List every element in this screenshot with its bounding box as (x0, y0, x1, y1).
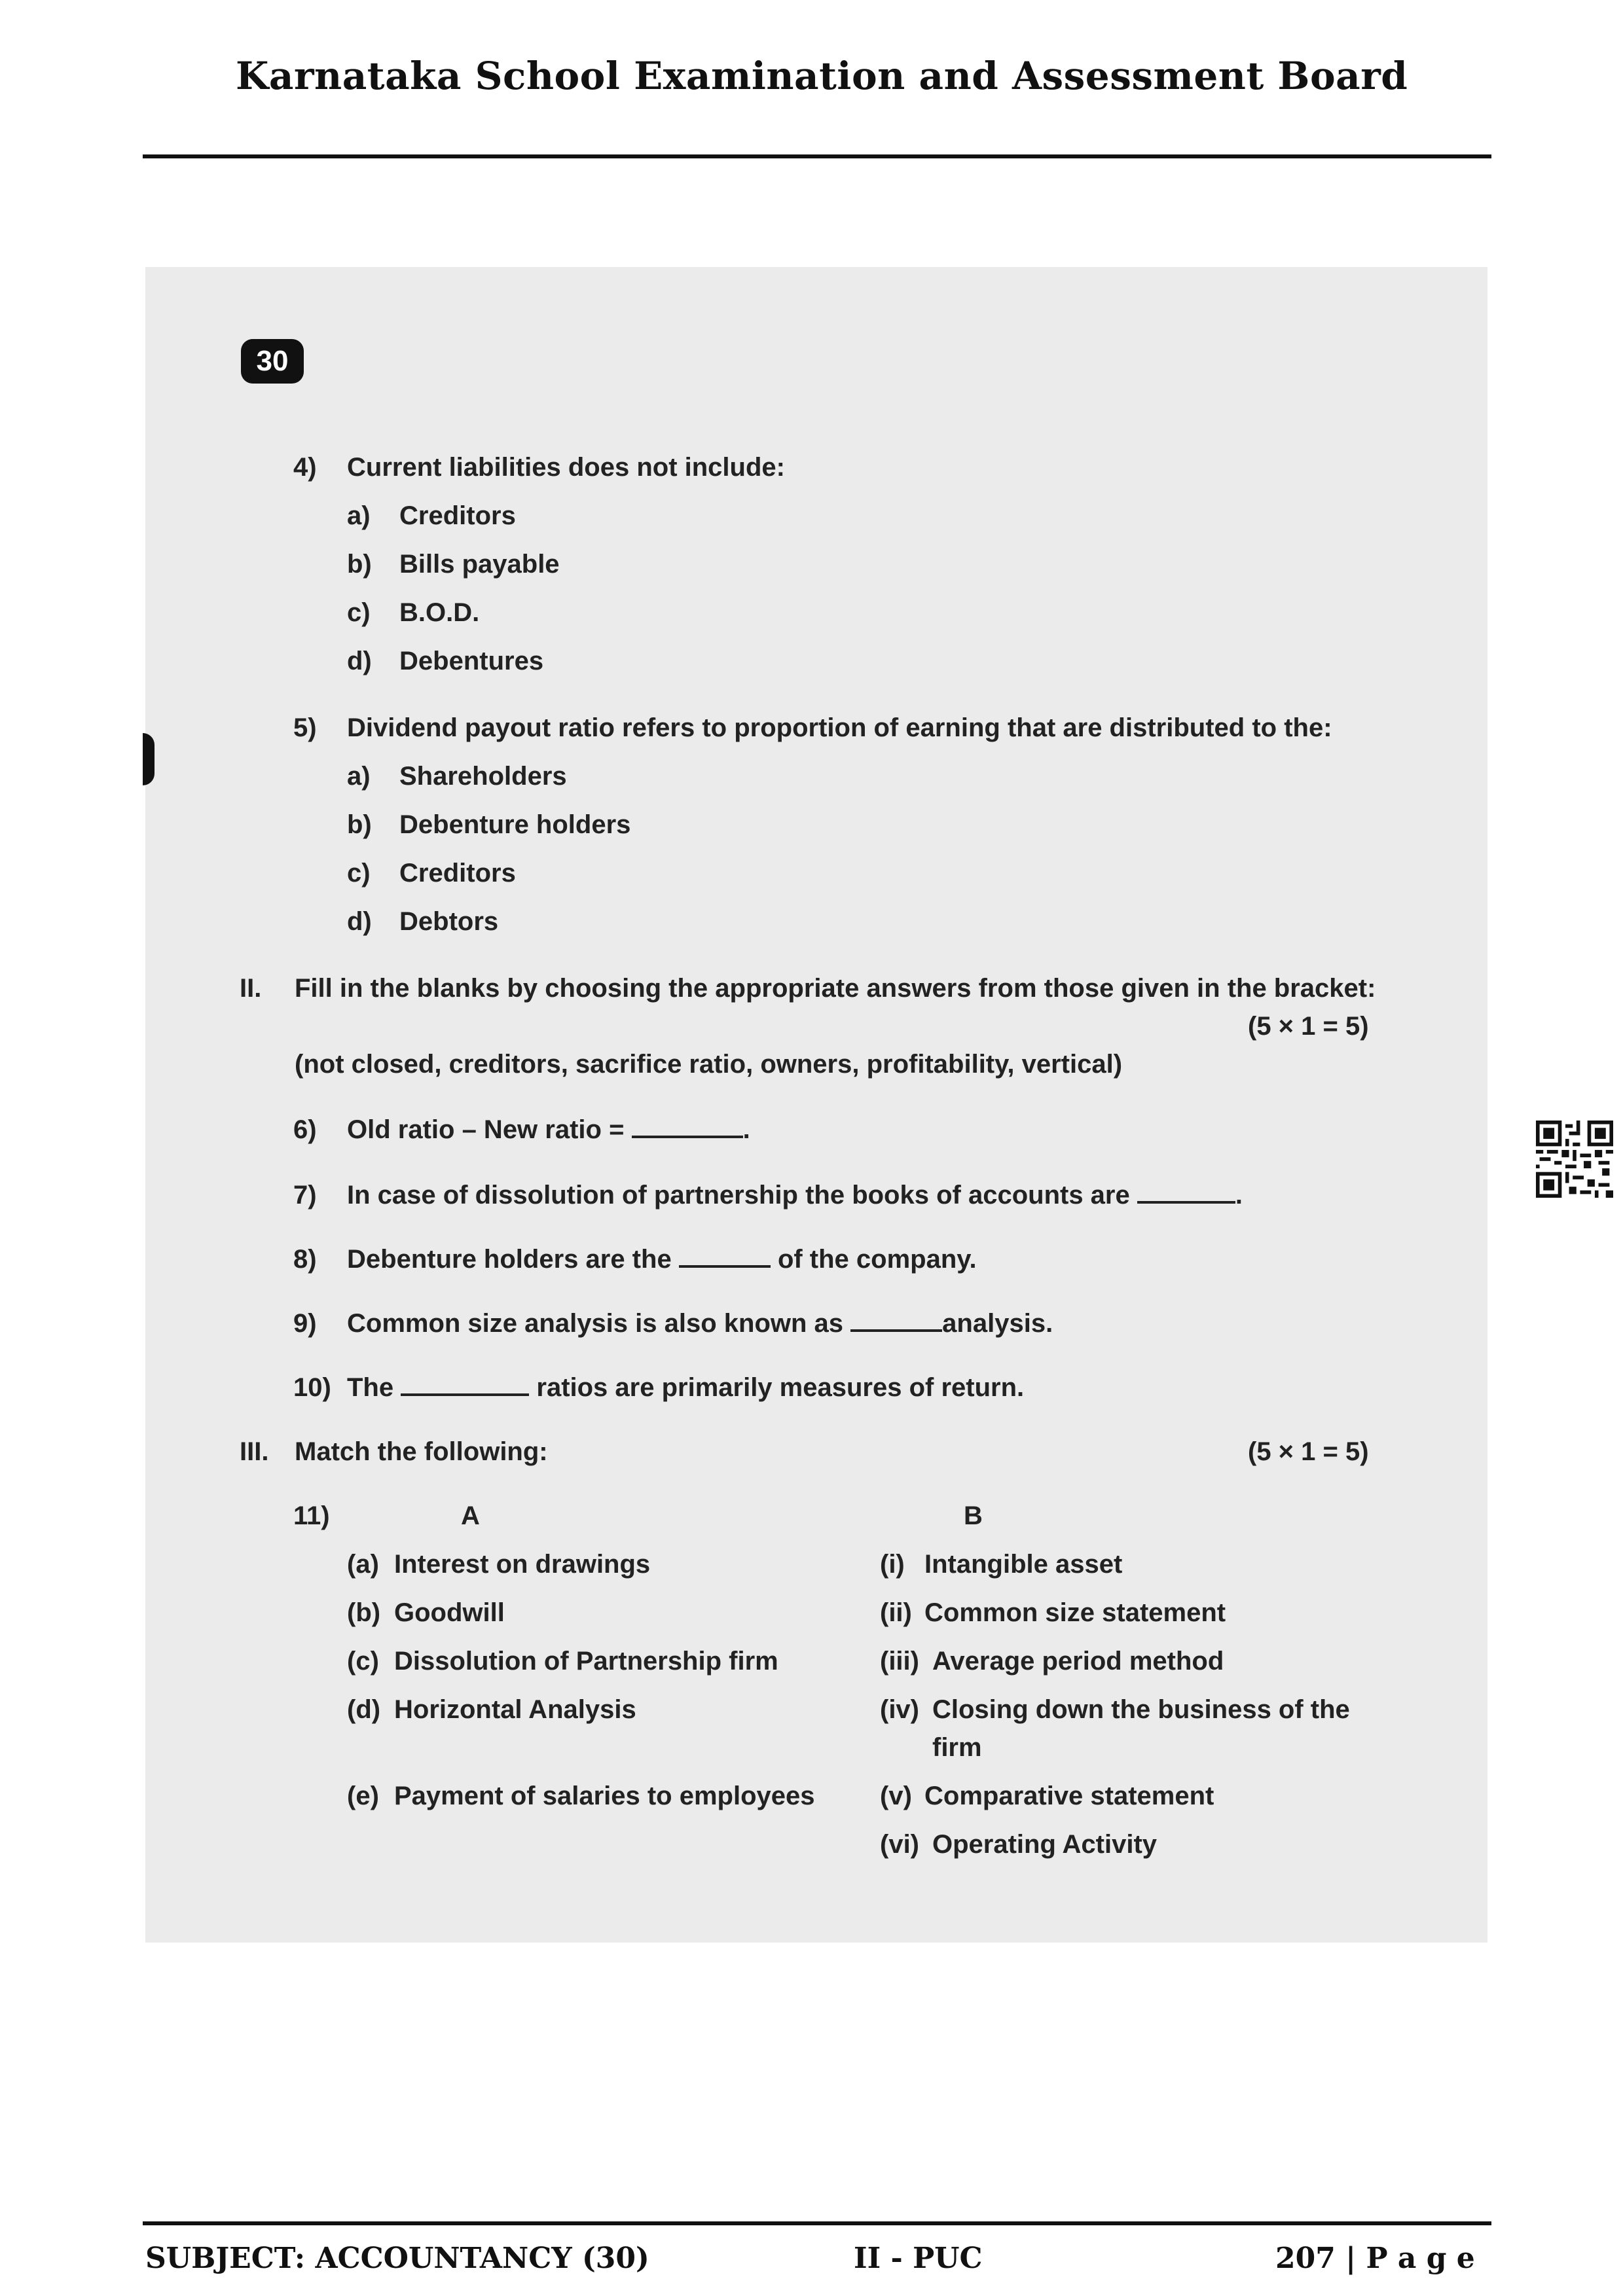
option-label: a) (347, 762, 371, 791)
option-label: a) (347, 501, 371, 530)
question-text: In case of dissolution of partnership the books of accounts are (347, 1181, 1130, 1210)
question-number: 11) (293, 1501, 330, 1530)
option-text: Bills payable (399, 550, 560, 579)
match-a-label: (b) (347, 1598, 381, 1627)
match-b-text: Common size statement (924, 1598, 1226, 1627)
answer-blank (679, 1246, 771, 1268)
question-number: 7) (293, 1181, 317, 1210)
match-b-text: Average period method (932, 1647, 1224, 1676)
option-text: Debentures (399, 647, 544, 675)
option-text: B.O.D. (399, 598, 480, 627)
option-text: Debtors (399, 907, 499, 936)
answer-bracket: (not closed, creditors, sacrifice ratio, owners, profitability, vertical) (295, 1050, 1123, 1079)
option-text: Debenture holders (399, 810, 631, 839)
question-text: of the company. (777, 1245, 977, 1274)
question-number: 5) (293, 713, 317, 742)
question-text: Old ratio – New ratio = (347, 1115, 625, 1144)
option-label: d) (347, 907, 372, 936)
footer-subject: SUBJECT: ACCOUNTANCY (30) (145, 2242, 649, 2275)
match-b-label: (i) (880, 1550, 905, 1579)
option-text: Creditors (399, 501, 516, 530)
option-label: c) (347, 859, 371, 888)
footer-page-number: 207 | P a g e (1275, 2242, 1475, 2275)
question-text: . (1235, 1181, 1243, 1210)
section-numeral: III. (240, 1437, 269, 1466)
question-text: ratios are primarily measures of return. (536, 1373, 1025, 1402)
match-b-label: (ii) (880, 1598, 912, 1627)
match-a-text: Interest on drawings (394, 1550, 651, 1579)
question-text: . (742, 1115, 750, 1144)
footer-class: II - PUC (854, 2242, 983, 2275)
fill-blank-question (347, 1373, 1024, 1403)
option-text: Creditors (399, 859, 516, 888)
fill-blank-question (347, 1181, 1243, 1210)
fill-blank-question (347, 1245, 977, 1274)
footer-divider (143, 2221, 1491, 2225)
match-b-label: (iii) (880, 1647, 919, 1676)
match-b-label: (vi) (880, 1830, 919, 1859)
page-number-badge: 30 (241, 339, 304, 384)
match-a-label: (c) (347, 1647, 379, 1676)
question-text: Dividend payout ratio refers to proportion of earning that are distributed to the: (347, 713, 1332, 742)
section-heading: Fill in the blanks by choosing the appropriate answers from those given in the bracket: (295, 974, 1376, 1003)
header-divider (143, 154, 1491, 158)
option-label: b) (347, 810, 372, 839)
question-number: 4) (293, 453, 317, 482)
question-text: Current liabilities does not include: (347, 453, 785, 482)
question-text: Common size analysis is also known as (347, 1309, 844, 1338)
page-header-title: Karnataka School Examination and Assessment Board (236, 54, 1408, 98)
match-a-text: Payment of salaries to employees (394, 1782, 815, 1810)
answer-blank (401, 1374, 529, 1396)
option-label: b) (347, 550, 372, 579)
column-b-header: B (964, 1501, 983, 1530)
match-a-label: (e) (347, 1782, 379, 1810)
page-edge-mark (143, 733, 155, 785)
answer-blank (632, 1116, 743, 1138)
question-text: Debenture holders are the (347, 1245, 672, 1274)
section-heading: Match the following: (295, 1437, 548, 1466)
match-b-text-continued: firm (932, 1733, 982, 1762)
question-number: 10) (293, 1373, 331, 1402)
question-text: The (347, 1373, 394, 1402)
match-a-text: Dissolution of Partnership firm (394, 1647, 778, 1676)
match-b-text: Operating Activity (932, 1830, 1158, 1859)
option-label: c) (347, 598, 371, 627)
question-number: 8) (293, 1245, 317, 1274)
section-numeral: II. (240, 974, 262, 1003)
match-b-text: Comparative statement (924, 1782, 1214, 1810)
match-a-text: Horizontal Analysis (394, 1695, 636, 1724)
match-b-label: (v) (880, 1782, 912, 1810)
option-text: Shareholders (399, 762, 567, 791)
answer-blank (1137, 1181, 1235, 1204)
answer-blank (850, 1310, 942, 1332)
question-text: analysis. (942, 1309, 1053, 1338)
section-marks: (5 × 1 = 5) (1248, 1437, 1369, 1466)
option-label: d) (347, 647, 372, 675)
fill-blank-question (347, 1309, 1053, 1338)
question-number: 9) (293, 1309, 317, 1338)
match-b-label: (iv) (880, 1695, 919, 1724)
match-b-text: Closing down the business of the (932, 1695, 1350, 1724)
fill-blank-question (347, 1115, 750, 1145)
match-a-text: Goodwill (394, 1598, 505, 1627)
section-marks: (5 × 1 = 5) (1248, 1012, 1369, 1041)
column-a-header: A (461, 1501, 480, 1530)
match-a-label: (a) (347, 1550, 379, 1579)
question-number: 6) (293, 1115, 317, 1144)
match-a-label: (d) (347, 1695, 381, 1724)
qr-code-icon (1536, 1121, 1613, 1198)
match-b-text: Intangible asset (924, 1550, 1123, 1579)
